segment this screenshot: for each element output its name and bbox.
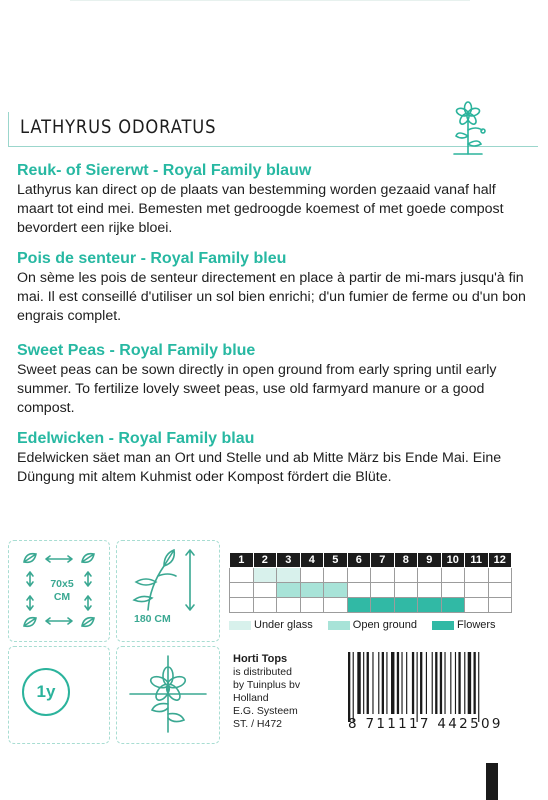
plant-height-icon	[128, 546, 212, 614]
barcode-bar	[406, 652, 407, 714]
barcode-bar	[417, 652, 418, 722]
calendar-cell	[418, 598, 442, 613]
distributor-info	[233, 653, 300, 731]
barcode-bar	[478, 652, 479, 722]
calendar-cell	[253, 568, 277, 583]
brand-name: Horti Tops	[233, 653, 288, 665]
barcode-bar	[382, 652, 384, 714]
spacing-unit: CM	[53, 591, 71, 603]
barcode-bar	[440, 652, 442, 714]
section-text: On sème les pois de senteur directement en place à partir de mi-mars jusqu'à fin mai. Il est conseillé d'utiliser un sol bien enrichi; d'un fumier de ferme ou d'un bon engrais complet.	[17, 270, 526, 324]
calendar-cell	[394, 598, 418, 613]
section-text: Sweet peas can be sown directly in open ground from early spring until early summer. To fertilize lovely sweet peas, use old farmyard manure or a good compost.	[17, 362, 497, 416]
section-heading: Reuk- of Siererwt - Royal Family blauw	[17, 162, 312, 179]
legend-swatch	[328, 621, 350, 630]
legend-swatch	[229, 621, 251, 630]
calendar-cell	[230, 598, 254, 613]
calendar-cell	[488, 583, 512, 598]
calendar-header-row	[230, 553, 512, 568]
barcode-bar	[474, 652, 476, 714]
barcode-bar	[372, 652, 373, 714]
section-heading: Pois de senteur - Royal Family bleu	[17, 250, 287, 267]
legend-label: Open ground	[352, 619, 417, 631]
flower-icon	[126, 652, 210, 736]
month-cell: 6	[347, 553, 371, 568]
month-cell: 8	[394, 553, 418, 568]
month-cell: 4	[300, 553, 324, 568]
calendar-cell	[230, 568, 254, 583]
barcode-bar	[420, 652, 422, 714]
calendar-cell	[418, 568, 442, 583]
calendar-cell	[277, 568, 301, 583]
barcode-bar	[378, 652, 379, 714]
legend-swatch	[432, 621, 454, 630]
barcode-bar	[357, 652, 360, 714]
barcode-bar	[468, 652, 471, 714]
calendar-cell	[347, 583, 371, 598]
distributor-line: E.G. Systeem	[233, 705, 298, 717]
calendar-cell	[465, 583, 489, 598]
barcode-bar	[397, 652, 399, 714]
month-cell: 1	[230, 553, 254, 568]
distributor-line: by Tuinplus bv	[233, 679, 301, 691]
legend-label: Flowers	[457, 619, 496, 631]
barcode-bar	[435, 652, 437, 714]
barcode-bar	[412, 652, 414, 714]
section-heading: Sweet Peas - Royal Family blue	[17, 342, 256, 359]
barcode-number: 8 711117 442509	[348, 716, 503, 732]
calendar-cell	[300, 583, 324, 598]
distributor-line: Holland	[233, 692, 269, 704]
calendar-cell	[394, 568, 418, 583]
calendar-cell	[441, 583, 465, 598]
section-english	[17, 341, 532, 418]
calendar-cell	[253, 583, 277, 598]
barcode-bar	[458, 652, 460, 714]
calendar-cell	[347, 568, 371, 583]
calendar-cell	[371, 583, 395, 598]
calendar-cell	[394, 583, 418, 598]
calendar-cell	[441, 598, 465, 613]
spacing-value: 70x5	[50, 578, 74, 590]
calendar-cell	[371, 598, 395, 613]
month-cell: 11	[465, 553, 489, 568]
header-tick	[8, 112, 9, 146]
spacing-label	[44, 578, 80, 604]
calendar-cell	[277, 598, 301, 613]
calendar-legend	[229, 619, 508, 631]
calendar-cell	[441, 568, 465, 583]
section-german	[17, 429, 532, 487]
calendar-cell	[300, 568, 324, 583]
height-label: 180 CM	[134, 613, 171, 625]
month-cell: 7	[371, 553, 395, 568]
calendar-cell	[347, 598, 371, 613]
legend-open-ground	[328, 619, 417, 631]
barcode-bar	[353, 652, 354, 722]
barcode-bar	[426, 652, 427, 714]
month-cell: 9	[418, 553, 442, 568]
section-text: Edelwicken säet man an Ort und Stelle und ab Mitte März bis Ende Mai. Eine Düngung mit altem Kuhmist oder Kompost fördert die Blüte.	[17, 450, 502, 485]
calendar-row-flowers	[230, 598, 512, 613]
calendar-cell	[488, 598, 512, 613]
calendar-row-open-ground	[230, 583, 512, 598]
section-text: Lathyrus kan direct op de plaats van bestemming worden gezaaid vanaf half maart tot eind mei. Bemesten met gedroogde koemest of met goede compost bevordert een rijke bloei.	[17, 182, 504, 236]
calendar-row-under-glass	[230, 568, 512, 583]
calendar-cell	[324, 583, 348, 598]
calendar-cell	[418, 583, 442, 598]
flower-sprout-icon	[448, 100, 488, 156]
calendar-cell	[371, 568, 395, 583]
calendar-cell	[253, 598, 277, 613]
barcode-bar	[367, 652, 369, 714]
calendar-cell	[300, 598, 324, 613]
barcode-bar	[464, 652, 465, 714]
barcode-bar	[386, 652, 387, 714]
barcode-bar	[391, 652, 394, 714]
top-edge-line	[70, 0, 470, 1]
calendar-cell	[324, 598, 348, 613]
legend-label: Under glass	[254, 619, 313, 631]
legend-flowers	[432, 619, 496, 631]
cut-mark	[486, 763, 498, 800]
distributor-line: ST. / H472	[233, 718, 283, 730]
barcode-bar	[432, 652, 433, 714]
section-french	[17, 249, 532, 326]
section-heading: Edelwicken - Royal Family blau	[17, 430, 255, 447]
legend-under-glass	[229, 619, 313, 631]
calendar-cell	[277, 583, 301, 598]
calendar-cell	[324, 568, 348, 583]
calendar-cell	[465, 598, 489, 613]
calendar-cell	[488, 568, 512, 583]
month-cell: 12	[488, 553, 512, 568]
barcode-bar	[455, 652, 456, 714]
sowing-calendar	[229, 552, 512, 613]
calendar-cell	[230, 583, 254, 598]
barcode-bar	[348, 652, 350, 722]
month-cell: 3	[277, 553, 301, 568]
month-cell: 10	[441, 553, 465, 568]
month-cell: 5	[324, 553, 348, 568]
barcode-bar	[444, 652, 445, 714]
barcode-bar	[363, 652, 364, 714]
calendar-cell	[465, 568, 489, 583]
barcode-bar	[450, 652, 451, 714]
month-cell: 2	[253, 553, 277, 568]
latin-name: LATHYRUS ODORATUS	[20, 116, 217, 138]
barcode-bar	[401, 652, 402, 714]
distributor-line: is distributed	[233, 666, 292, 678]
section-dutch	[17, 161, 532, 238]
annual-badge: 1y	[22, 668, 70, 716]
